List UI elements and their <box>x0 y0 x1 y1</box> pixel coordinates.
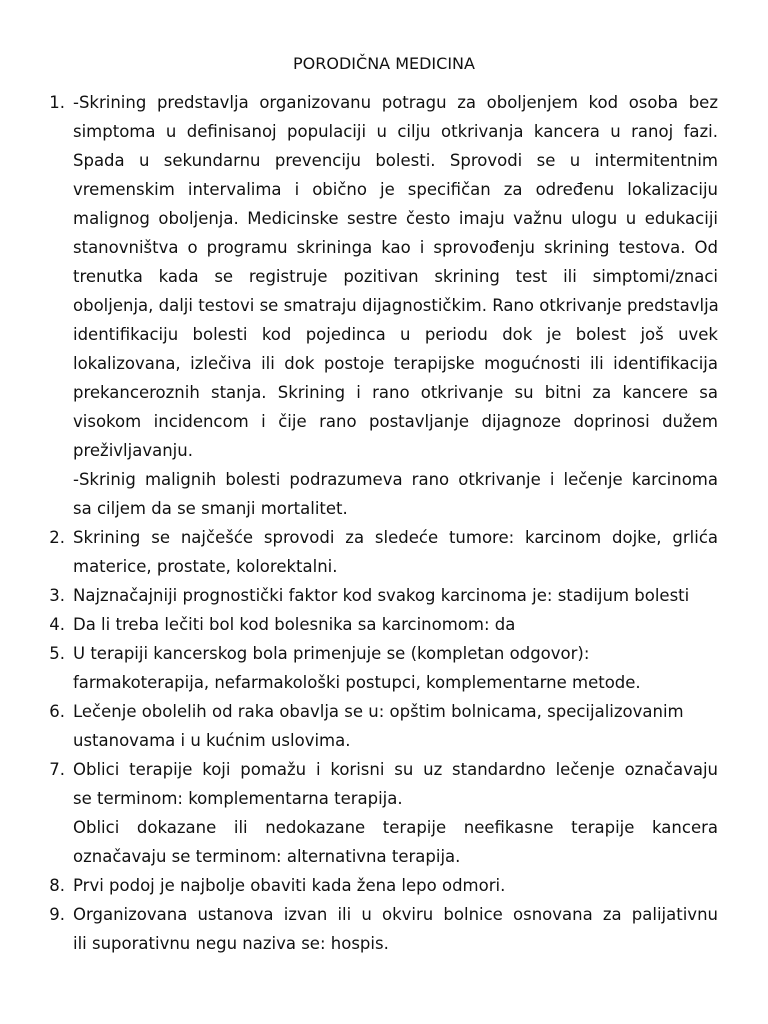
item-number: 6. <box>49 702 65 721</box>
text-line: Da li treba lečiti bol kod bolesnika sa karcinomom: da <box>73 615 516 634</box>
item-number: 1. <box>49 93 65 112</box>
page-title: PORODIČNA MEDICINA <box>293 54 475 73</box>
item-number: 4. <box>49 615 65 634</box>
text-line: -Skrinig malignih bolesti podrazumeva rano otkrivanje i lečenje karcinoma <box>73 470 718 489</box>
text-line: Prvi podoj je najbolje obaviti kada žena lepo odmori. <box>73 876 506 895</box>
text-line: lokalizovana, izlečiva ili dok postoje terapijske mogućnosti ili identifikacija <box>73 354 718 373</box>
text-line: visokom incidencom i čije rano postavljanje dijagnoze doprinosi dužem <box>73 412 718 431</box>
text-line: malignog oboljenja. Medicinske sestre često imaju važnu ulogu u edukaciji <box>73 209 718 228</box>
text-line: materice, prostate, kolorektalni. <box>73 557 338 576</box>
item-number: 2. <box>49 528 65 547</box>
item-number: 7. <box>49 760 65 779</box>
text-line: Lečenje obolelih od raka obavlja se u: opštim bolnicama, specijalizovanim <box>73 702 684 721</box>
text-line: Skrining se najčešće sprovodi za sledeće tumore: karcinom dojke, grlića <box>73 528 718 547</box>
text-line: Spada u sekundarnu prevenciju bolesti. Sprovodi se u intermitentnim <box>73 151 718 170</box>
text-line: -Skrining predstavlja organizovanu potragu za oboljenjem kod osoba bez <box>73 93 718 112</box>
item-number: 8. <box>49 876 65 895</box>
text-line: stanovništva o programu skrininga kao i sprovođenju skrining testova. Od <box>73 238 718 257</box>
text-line: Oblici terapije koji pomažu i korisni su uz standardno lečenje označavaju <box>73 760 718 779</box>
text-line: U terapiji kancerskog bola primenjuje se (kompletan odgovor): <box>73 644 590 663</box>
text-line: simptoma u definisanoj populaciji u cilju otkrivanja kancera u ranoj fazi. <box>73 122 718 141</box>
text-line: preživljavanju. <box>73 441 193 460</box>
item-number: 3. <box>49 586 65 605</box>
text-line: Najznačajniji prognostički faktor kod svakog karcinoma je: stadijum bolesti <box>73 586 690 605</box>
item-number: 9. <box>49 905 65 924</box>
text-line: identifikaciju bolesti kod pojedinca u periodu dok je bolest još uvek <box>73 325 718 344</box>
text-line: sa ciljem da se smanji mortalitet. <box>73 499 348 518</box>
item-number: 5. <box>49 644 65 663</box>
text-line: vremenskim intervalima i obično je specifičan za određenu lokalizaciju <box>73 180 718 199</box>
text-line: farmakoterapija, nefarmakološki postupci, komplementarne metode. <box>73 673 641 692</box>
text-line: trenutka kada se registruje pozitivan skrining test ili simptomi/znaci <box>73 267 718 286</box>
text-line: se terminom: komplementarna terapija. <box>73 789 403 808</box>
text-line: označavaju se terminom: alternativna terapija. <box>73 847 461 866</box>
text-line: Organizovana ustanova izvan ili u okviru bolnice osnovana za palijativnu <box>73 905 718 924</box>
text-line: ustanovama i u kućnim uslovima. <box>73 731 351 750</box>
text-line: ili suporativnu negu naziva se: hospis. <box>73 934 389 953</box>
text-line: prekanceroznih stanja. Skrining i rano otkrivanje su bitni za kancere sa <box>73 383 718 402</box>
text-line: oboljenja, dalji testovi se smatraju dijagnostičkim. Rano otkrivanje predstavlja <box>73 296 719 315</box>
text-line: Oblici dokazane ili nedokazane terapije neefikasne terapije kancera <box>73 818 718 837</box>
